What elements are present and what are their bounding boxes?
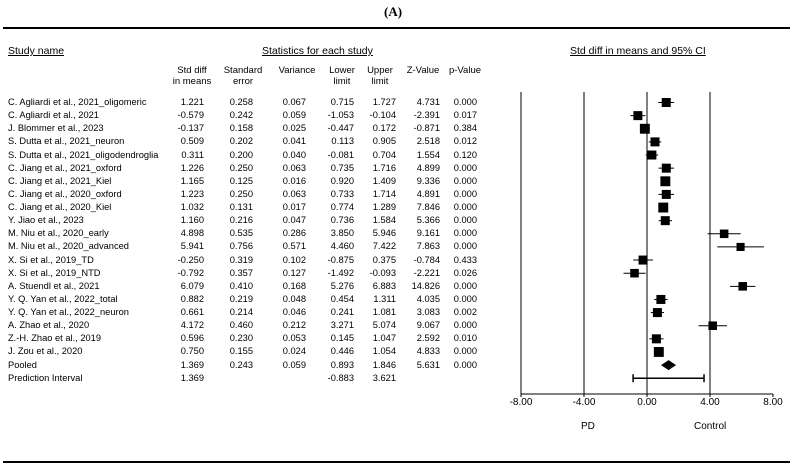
cell-lower: -0.883 <box>327 372 354 383</box>
study-marker <box>652 334 661 343</box>
cell-lower: 0.715 <box>330 97 354 107</box>
study-name: C. Jiang et al., 2021_Kiel <box>8 175 112 186</box>
cell-upper: 1.714 <box>372 188 396 199</box>
cell-lower: 5.276 <box>330 280 354 291</box>
column-header-line: limit <box>333 75 351 87</box>
cell-upper: 1.584 <box>372 215 396 226</box>
cell-p: 0.000 <box>453 202 477 213</box>
study-marker <box>640 124 650 134</box>
cell-lower: 3.850 <box>330 228 354 239</box>
cell-lower: 0.920 <box>330 175 354 186</box>
cell-upper: 1.054 <box>372 346 396 357</box>
cell-z: 4.891 <box>416 188 440 199</box>
cell-se: 0.230 <box>229 333 253 344</box>
x-tick-label: 8.00 <box>763 397 783 408</box>
cell-p: 0.000 <box>453 97 477 107</box>
cell-var: 0.025 <box>282 123 306 134</box>
study-name: C. Jiang et al., 2021_oxford <box>8 162 122 173</box>
cell-var: 0.059 <box>282 359 306 370</box>
cell-p: 0.000 <box>453 280 477 291</box>
cell-se: 0.243 <box>229 359 253 370</box>
cell-smd: 4.172 <box>180 320 204 331</box>
study-marker <box>738 282 747 291</box>
cell-lower: -0.875 <box>327 254 354 265</box>
cell-z: 4.899 <box>416 162 440 173</box>
cell-p: 0.000 <box>453 241 477 252</box>
cell-smd: 0.882 <box>180 293 204 304</box>
cell-lower: 0.736 <box>330 215 354 226</box>
cell-z: 1.554 <box>416 149 440 160</box>
column-header-line: Variance <box>278 65 316 76</box>
cell-p: 0.433 <box>453 254 477 265</box>
cell-smd: 5.941 <box>180 241 204 252</box>
study-marker <box>651 137 660 146</box>
study-marker <box>737 243 745 251</box>
cell-smd: -0.250 <box>177 254 204 265</box>
cell-z: 2.592 <box>416 333 440 344</box>
cell-var: 0.040 <box>282 149 306 160</box>
cell-z: 4.035 <box>416 293 440 304</box>
cell-smd: 0.311 <box>181 149 204 160</box>
cell-upper: 7.422 <box>372 241 396 252</box>
cell-z: 2.518 <box>416 136 440 147</box>
study-name: Y. Q. Yan et al., 2022_total <box>8 293 118 304</box>
study-marker <box>647 151 656 160</box>
study-marker <box>639 256 648 265</box>
x-tick-label: -4.00 <box>572 397 596 408</box>
cell-p: 0.000 <box>453 162 477 173</box>
cell-lower: 0.893 <box>330 359 354 370</box>
cell-upper: -0.093 <box>369 267 396 278</box>
study-marker <box>662 98 671 107</box>
study-name: M. Niu et al., 2020_advanced <box>8 241 129 252</box>
cell-z: 14.826 <box>411 280 440 291</box>
pooled-diamond <box>661 360 676 370</box>
cell-p: 0.010 <box>453 333 477 344</box>
cell-lower: 0.113 <box>331 136 354 147</box>
cell-smd: 1.226 <box>180 162 204 173</box>
cell-lower: 0.446 <box>330 346 354 357</box>
cell-smd: 1.369 <box>180 359 204 370</box>
study-name: C. Jiang et al., 2020_oxford <box>8 188 122 199</box>
cell-se: 0.242 <box>229 110 253 121</box>
column-header-line: p-Value <box>448 65 482 76</box>
cell-smd: 6.079 <box>180 280 204 291</box>
x-tick-label: 4.00 <box>700 397 720 408</box>
cell-p: 0.000 <box>453 228 477 239</box>
cell-z: 5.366 <box>416 215 440 226</box>
cell-smd: 1.160 <box>180 215 204 226</box>
cell-z: 5.631 <box>416 359 440 370</box>
axis-label-left: PD <box>581 421 595 432</box>
cell-se: 0.319 <box>229 254 253 265</box>
study-name: A. Stuendl et al., 2021 <box>8 280 100 291</box>
cell-var: 0.016 <box>282 175 306 186</box>
study-name: M. Niu et al., 2020_early <box>8 228 109 239</box>
cell-upper: 1.846 <box>372 359 396 370</box>
cell-p: 0.000 <box>453 215 477 226</box>
column-header-line: Lower <box>329 65 355 76</box>
cell-z: -0.784 <box>413 254 440 265</box>
cell-var: 0.017 <box>282 202 306 213</box>
cell-se: 0.250 <box>229 162 253 173</box>
study-name: Y. Jiao et al., 2023 <box>8 215 84 226</box>
cell-se: 0.202 <box>229 136 253 147</box>
cell-var: 0.063 <box>282 188 306 199</box>
cell-p: 0.017 <box>453 110 477 121</box>
cell-lower: -0.081 <box>327 149 354 160</box>
column-header-line: Z-Value <box>406 65 440 76</box>
cell-se: 0.200 <box>229 149 253 160</box>
cell-var: 0.048 <box>282 293 306 304</box>
cell-lower: 0.454 <box>330 293 354 304</box>
cell-var: 0.212 <box>282 320 306 331</box>
study-name: Prediction Interval <box>8 372 83 383</box>
study-name: S. Dutta et al., 2021_neuron <box>8 136 125 147</box>
column-header-line: limit <box>371 75 389 87</box>
study-name: C. Agliardi et al., 2021_oligomeric <box>8 97 147 107</box>
ci-title: Std diff in means and 95% CI <box>570 45 706 57</box>
cell-upper: 1.727 <box>372 97 396 107</box>
study-marker <box>660 176 670 186</box>
cell-lower: 0.241 <box>330 307 354 318</box>
cell-se: 0.216 <box>229 215 253 226</box>
cell-upper: -0.104 <box>369 110 396 121</box>
column-header-line: Upper <box>367 65 393 76</box>
stats-title: Statistics for each study <box>262 45 373 57</box>
cell-lower: -1.492 <box>327 267 354 278</box>
cell-se: 0.158 <box>229 123 253 134</box>
cell-z: 9.336 <box>416 175 440 186</box>
axis-label-right: Control <box>694 421 727 432</box>
study-name: Pooled <box>8 359 37 370</box>
study-marker <box>653 308 662 317</box>
cell-smd: 4.898 <box>180 228 204 239</box>
cell-smd: 1.221 <box>180 97 204 107</box>
cell-se: 0.250 <box>229 188 253 199</box>
cell-p: 0.000 <box>453 293 477 304</box>
cell-p: 0.012 <box>453 136 477 147</box>
cell-p: 0.002 <box>453 307 477 318</box>
cell-se: 0.410 <box>229 280 253 291</box>
cell-z: 4.731 <box>416 97 440 107</box>
cell-upper: 1.716 <box>372 162 396 173</box>
cell-smd: -0.579 <box>177 110 204 121</box>
cell-smd: 0.661 <box>180 307 204 318</box>
cell-p: 0.000 <box>453 359 477 370</box>
cell-upper: 1.409 <box>372 175 396 186</box>
cell-upper: 5.074 <box>372 320 396 331</box>
cell-smd: -0.792 <box>177 267 204 278</box>
cell-smd: 0.750 <box>180 346 204 357</box>
cell-var: 0.053 <box>282 333 306 344</box>
x-tick-label: 0.00 <box>637 397 657 408</box>
cell-z: 4.833 <box>416 346 440 357</box>
cell-smd: 1.165 <box>180 175 204 186</box>
cell-upper: 0.172 <box>372 123 396 134</box>
cell-var: 0.067 <box>282 97 306 107</box>
study-name-header: Study name <box>8 45 65 57</box>
cell-smd: 0.509 <box>180 136 204 147</box>
study-name: J. Blommer et al., 2023 <box>8 123 104 134</box>
cell-var: 0.168 <box>282 280 306 291</box>
cell-z: 7.863 <box>416 241 440 252</box>
cell-z: 7.846 <box>416 202 440 213</box>
study-name: Y. Q. Yan et al., 2022_neuron <box>8 307 129 318</box>
cell-p: 0.000 <box>453 175 477 186</box>
cell-var: 0.063 <box>282 162 306 173</box>
cell-smd: 0.596 <box>180 333 204 344</box>
cell-lower: 0.145 <box>330 333 354 344</box>
cell-upper: 1.081 <box>372 307 396 318</box>
cell-var: 0.046 <box>282 307 306 318</box>
study-name: A. Zhao et al., 2020 <box>8 320 90 331</box>
cell-p: 0.120 <box>453 149 477 160</box>
cell-p: 0.026 <box>453 267 477 278</box>
cell-z: 9.067 <box>416 320 440 331</box>
cell-se: 0.535 <box>229 228 253 239</box>
cell-var: 0.059 <box>282 110 306 121</box>
cell-p: 0.000 <box>453 346 477 357</box>
cell-z: 9.161 <box>416 228 440 239</box>
study-marker <box>654 347 664 357</box>
cell-se: 0.214 <box>229 307 253 318</box>
cell-var: 0.041 <box>282 136 306 147</box>
cell-se: 0.756 <box>229 241 253 252</box>
study-name: J. Zou et al., 2020 <box>8 346 83 357</box>
study-marker <box>708 321 717 330</box>
study-marker <box>661 216 670 225</box>
cell-var: 0.024 <box>282 346 306 357</box>
cell-upper: 5.946 <box>372 228 396 239</box>
study-marker <box>662 164 671 173</box>
cell-upper: 0.375 <box>372 254 396 265</box>
cell-z: 3.083 <box>416 307 440 318</box>
study-name: S. Dutta et al., 2021_oligodendroglia <box>8 149 159 160</box>
cell-p: 0.000 <box>453 320 477 331</box>
cell-p: 0.000 <box>453 188 477 199</box>
cell-z: -0.871 <box>413 123 440 134</box>
cell-lower: -0.447 <box>327 123 354 134</box>
cell-se: 0.125 <box>229 175 253 186</box>
cell-se: 0.357 <box>229 267 253 278</box>
cell-upper: 6.883 <box>372 280 396 291</box>
cell-var: 0.286 <box>282 228 306 239</box>
cell-se: 0.460 <box>229 320 253 331</box>
cell-lower: 3.271 <box>330 320 354 331</box>
study-marker <box>633 111 642 120</box>
column-header-line: in means <box>172 75 212 87</box>
cell-p: 0.384 <box>453 123 477 134</box>
cell-upper: 3.621 <box>372 372 396 383</box>
study-marker <box>720 230 729 239</box>
cell-smd: 1.032 <box>180 202 204 213</box>
cell-se: 0.131 <box>229 202 253 213</box>
study-name: C. Jiang et al., 2020_Kiel <box>8 202 112 213</box>
cell-upper: 0.704 <box>372 149 396 160</box>
cell-se: 0.219 <box>229 293 253 304</box>
cell-var: 0.571 <box>282 241 306 252</box>
study-name: C. Agliardi et al., 2021 <box>8 110 99 121</box>
cell-se: 0.258 <box>229 97 253 107</box>
cell-lower: 0.774 <box>330 202 354 213</box>
cell-lower: 4.460 <box>330 241 354 252</box>
cell-upper: 1.047 <box>372 333 396 344</box>
cell-z: -2.221 <box>413 267 440 278</box>
cell-var: 0.102 <box>282 254 306 265</box>
x-tick-label: -8.00 <box>509 397 533 408</box>
cell-var: 0.047 <box>282 215 306 226</box>
column-header-line: Std diff <box>177 65 207 76</box>
column-header-line: error <box>232 75 254 87</box>
cell-lower: -1.053 <box>327 110 354 121</box>
panel-label: (A) <box>384 4 403 19</box>
cell-var: 0.127 <box>282 267 306 278</box>
study-marker <box>630 269 639 278</box>
study-marker <box>662 190 671 199</box>
study-marker <box>656 295 665 304</box>
study-name: X. Si et al., 2019_NTD <box>8 267 101 278</box>
column-header-line: Standard <box>223 65 263 76</box>
cell-z: -2.391 <box>413 110 440 121</box>
study-name: X. Si et al., 2019_TD <box>8 254 94 265</box>
cell-upper: 0.905 <box>372 136 396 147</box>
study-marker <box>658 203 668 213</box>
cell-smd: 1.369 <box>180 372 204 383</box>
cell-lower: 0.735 <box>330 162 354 173</box>
study-name: Z.-H. Zhao et al., 2019 <box>8 333 102 344</box>
cell-se: 0.155 <box>229 346 253 357</box>
cell-lower: 0.733 <box>330 188 354 199</box>
cell-smd: 1.223 <box>180 188 204 199</box>
cell-upper: 1.289 <box>372 202 396 213</box>
cell-upper: 1.311 <box>373 293 396 304</box>
cell-smd: -0.137 <box>177 123 204 134</box>
